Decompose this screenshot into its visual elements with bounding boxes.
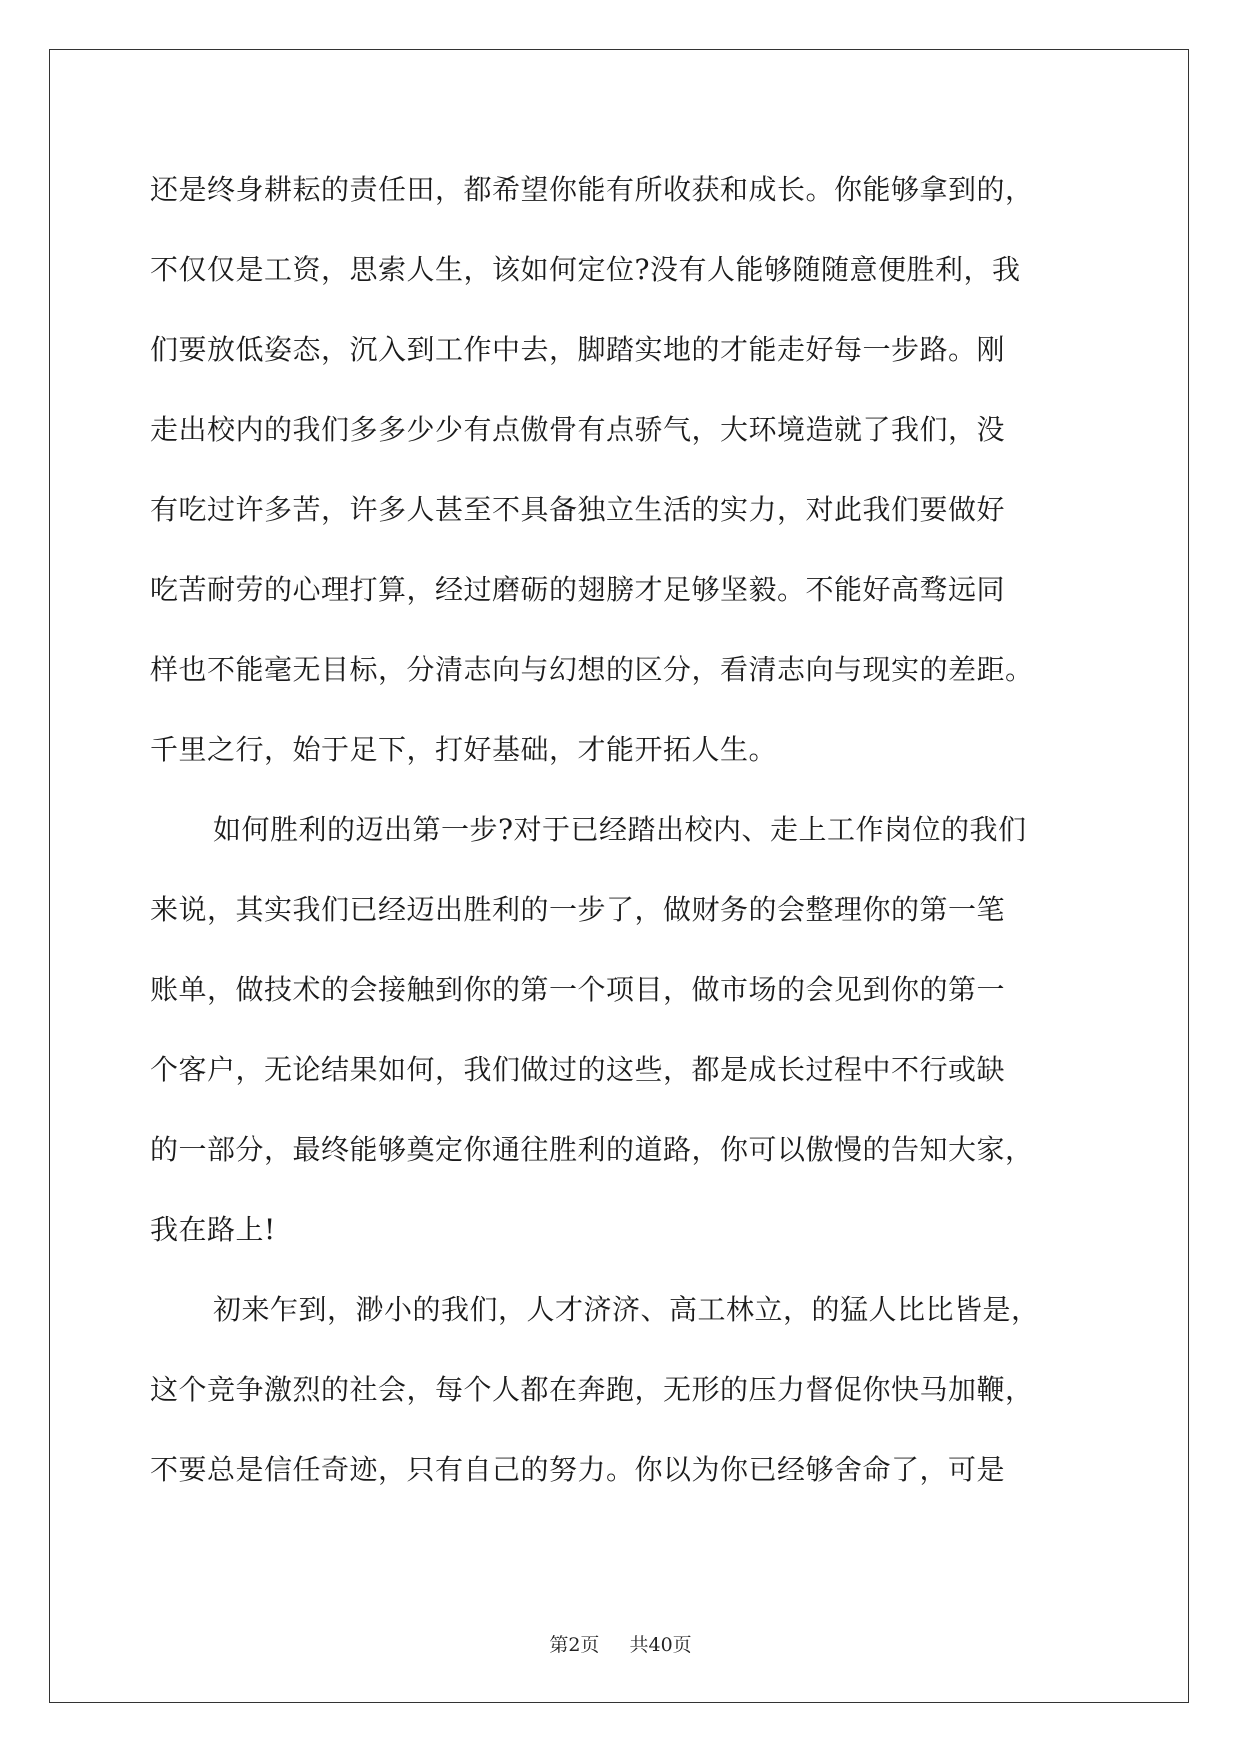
text-line: 的一部分，最终能够奠定你通往胜利的道路，你可以傲慢的告知大家， xyxy=(150,1133,1034,1166)
text-line: 我在路上! xyxy=(150,1213,276,1246)
text-line: 样也不能毫无目标，分清志向与幻想的区分，看清志向与现实的差距。 xyxy=(150,653,1034,686)
text-line: 来说，其实我们已经迈出胜利的一步了，做财务的会整理你的第一笔 xyxy=(150,893,1006,926)
text-line: 还是终身耕耘的责任田，都希望你能有所收获和成长。你能够拿到的， xyxy=(150,173,1034,206)
text-line: 吃苦耐劳的心理打算，经过磨砺的翅膀才足够坚毅。不能好高骛远同 xyxy=(150,573,1006,606)
text-line: 千里之行，始于足下，打好基础，才能开拓人生。 xyxy=(150,733,778,766)
text-line: 们要放低姿态，沉入到工作中去，脚踏实地的才能走好每一步路。刚 xyxy=(150,333,1006,366)
document-body xyxy=(150,150,1095,1510)
total-pages: 共40页 xyxy=(629,1634,692,1656)
text-line: 个客户，无论结果如何，我们做过的这些，都是成长过程中不行或缺 xyxy=(150,1053,1006,1086)
text-line: 有吃过许多苦，许多人甚至不具备独立生活的实力，对此我们要做好 xyxy=(150,493,1006,526)
current-page-number: 第2页 xyxy=(549,1634,600,1656)
text-line: 账单，做技术的会接触到你的第一个项目，做市场的会见到你的第一 xyxy=(150,973,1006,1006)
page-footer xyxy=(0,1630,1241,1657)
paragraph-first-line: 如何胜利的迈出第一步?对于已经踏出校内、走上工作岗位的我们 xyxy=(213,813,1027,846)
text-line: 不要总是信任奇迹，只有自己的努力。你以为你已经够舍命了，可是 xyxy=(150,1453,1006,1486)
paragraph-first-line: 初来乍到，渺小的我们，人才济济、高工林立，的猛人比比皆是， xyxy=(213,1293,1040,1326)
text-line: 不仅仅是工资，思索人生，该如何定位?没有人能够随随意便胜利，我 xyxy=(150,253,1021,286)
text-line: 走出校内的我们多多少少有点傲骨有点骄气，大环境造就了我们，没 xyxy=(150,413,1006,446)
text-line: 这个竞争激烈的社会，每个人都在奔跑，无形的压力督促你快马加鞭， xyxy=(150,1373,1034,1406)
